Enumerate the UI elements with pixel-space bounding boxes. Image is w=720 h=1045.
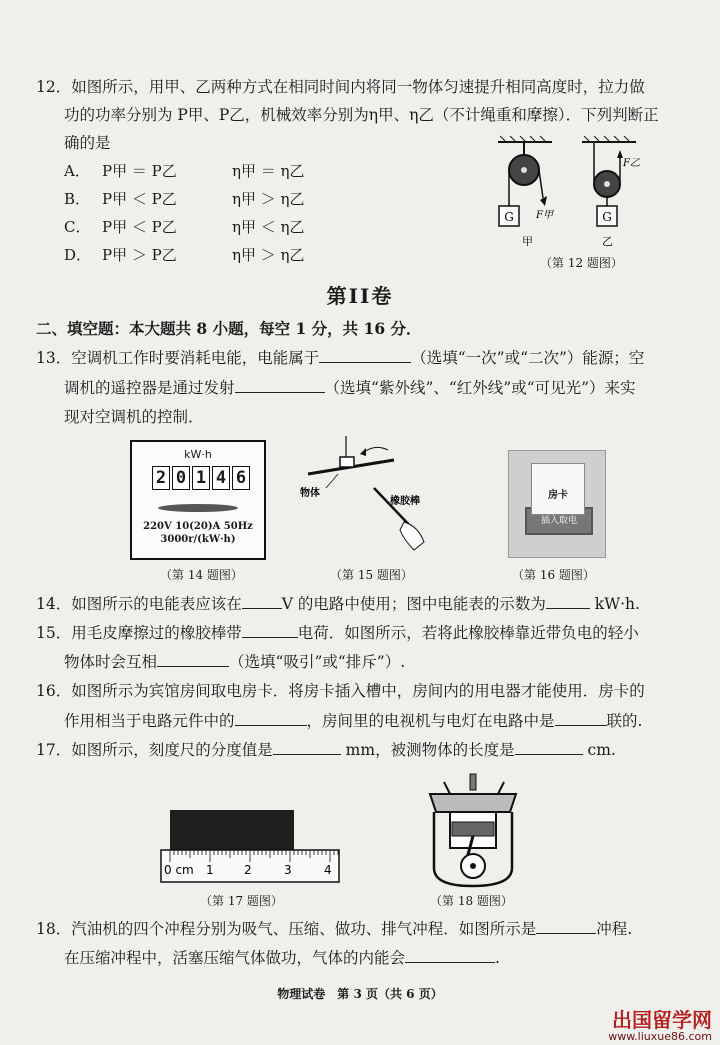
room-card: 房卡 [531, 463, 585, 515]
q16-line1: 16．如图所示为宾馆房间取电房卡．将房卡插入槽中，房间内的用电器才能使用．房卡的 [36, 682, 645, 700]
q13-blank1[interactable] [319, 346, 411, 363]
fig16-caption: （第 16 题图） [512, 568, 595, 582]
card-slot: 插入取电 [525, 507, 593, 535]
engine-figure [420, 772, 530, 890]
fig15-caption: （第 15 题图） [330, 568, 413, 582]
svg-text:3: 3 [284, 863, 292, 877]
electric-meter-figure: kW·h 2 0 1 4 6 220V 10(20)A 50Hz 3000r/(kW·h) [130, 440, 266, 560]
svg-text:G: G [504, 210, 514, 224]
svg-text:乙: 乙 [602, 235, 613, 248]
q17-blank1[interactable] [273, 738, 341, 755]
svg-text:物体: 物体 [300, 488, 320, 499]
fig12-caption: （第 12 题图） [540, 256, 623, 270]
svg-text:0 cm: 0 cm [164, 863, 194, 877]
q16-line2: 作用相当于电路元件中的 ，房间里的电视机与电灯在电路中是 联的. [64, 709, 642, 732]
svg-text:橡胶棒: 橡胶棒 [390, 496, 420, 507]
svg-text:4: 4 [324, 863, 332, 877]
q12-option-a: A． P甲 ＝ P乙 η甲 ＝ η乙 [64, 162, 305, 180]
q12-line2: 功的功率分别为 P甲、P乙，机械效率分别为η甲、η乙（不计绳重和摩擦）．下列判断正 [64, 106, 659, 124]
q17-line: 17．如图所示，刻度尺的分度值是 mm，被测物体的长度是 cm. [36, 738, 616, 761]
meter-disk-icon [158, 504, 238, 512]
svg-text:F乙: F乙 [623, 158, 640, 169]
q12-line1: 12．如图所示，用甲、乙两种方式在相同时间内将同一物体匀速提升相同高度时，拉力做 [36, 78, 645, 96]
section-title: 第II卷 [326, 284, 394, 308]
q12-option-c: C． P甲 ＜ P乙 η甲 ＜ η乙 [64, 218, 305, 236]
page-footer: 物理试卷 第 3 页（共 6 页） [277, 987, 443, 1001]
svg-text:1: 1 [206, 863, 214, 877]
q14-blank2[interactable] [546, 592, 590, 609]
q16-blank2[interactable] [555, 709, 607, 726]
q13-line2: 调机的遥控器是通过发射 （选填“紫外线”、“红外线”或“可见光”）来实 [64, 376, 636, 399]
q13-line3: 现对空调机的控制． [64, 408, 204, 426]
rubber-rod-figure [296, 430, 446, 554]
measured-object [170, 810, 294, 850]
q12-option-d: D． P甲 ＞ P乙 η甲 ＞ η乙 [64, 246, 305, 264]
site-watermark: 出国留学网 www.liuxue86.com [608, 1008, 712, 1043]
fig17-caption: （第 17 题图） [200, 894, 283, 908]
ruler-figure [160, 808, 342, 884]
q12-option-b: B． P甲 ＜ P乙 η甲 ＞ η乙 [64, 190, 305, 208]
pulley-figure [490, 134, 650, 252]
q14-blank1[interactable] [242, 592, 282, 609]
q15-line2: 物体时会互相 （选填“吸引”或“排斥”）. [64, 650, 405, 673]
fig14-caption: （第 14 题图） [160, 568, 243, 582]
fig18-caption: （第 18 题图） [430, 894, 513, 908]
q18-line1: 18．汽油机的四个冲程分别为吸气、压缩、做功、排气冲程．如图所示是 冲程. [36, 917, 632, 940]
q14-line: 14．如图所示的电能表应该在 V 的电路中使用；图中电能表的示数为 kW·h. [36, 592, 640, 615]
svg-text:F甲: F甲 [536, 210, 553, 221]
meter-digits: 2 0 1 4 6 [152, 466, 252, 490]
spark-plug-icon [470, 774, 476, 790]
q12-line3: 确的是 [64, 134, 111, 152]
svg-text:甲: 甲 [522, 235, 533, 248]
q18-blank2[interactable] [405, 946, 495, 963]
section2-heading: 二、填空题：本大题共 8 小题，每空 1 分，共 16 分． [36, 319, 422, 338]
q18-blank1[interactable] [536, 917, 596, 934]
q13-blank2[interactable] [235, 376, 325, 393]
q15-line1: 15．用毛皮摩擦过的橡胶棒带 电荷．如图所示，若将此橡胶棒靠近带负电的轻小 [36, 621, 639, 644]
q15-blank1[interactable] [242, 621, 298, 638]
q18-line2: 在压缩冲程中，活塞压缩气体做功，气体的内能会 . [64, 946, 500, 969]
q15-blank2[interactable] [157, 650, 229, 667]
svg-text:2: 2 [244, 863, 252, 877]
q17-blank2[interactable] [515, 738, 583, 755]
svg-text:G: G [602, 210, 612, 224]
room-card-figure [508, 450, 606, 558]
q13-line1: 13．空调机工作时要消耗电能，电能属于 （选填“一次”或“二次”）能源；空 [36, 346, 644, 369]
piston-icon [452, 822, 494, 836]
q16-blank1[interactable] [235, 709, 307, 726]
